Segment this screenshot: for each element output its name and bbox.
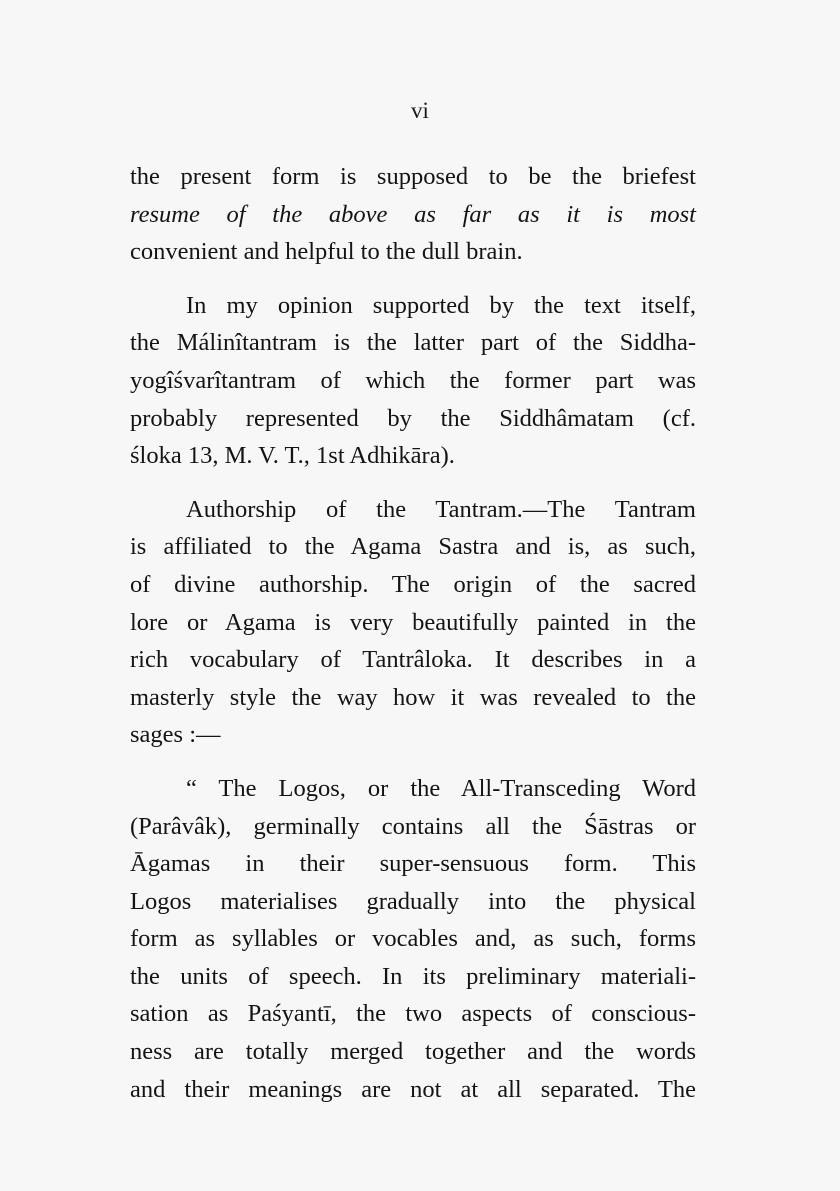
text-line: “ The Logos, or the All-Transceding Word bbox=[186, 774, 696, 802]
text-line: lore or Agama is very beautifully painted in the bbox=[130, 608, 696, 636]
text-line: the Málinîtantram is the latter part of the Siddha- bbox=[130, 329, 696, 357]
text-line: yogîśvarîtantram of which the former part was bbox=[130, 366, 696, 394]
paragraph-4 bbox=[130, 770, 696, 1108]
text-line: is affiliated to the Agama Sastra and is, as such, bbox=[130, 533, 696, 561]
text-line: (Parâvâk), germinally contains all the Śāstras or bbox=[130, 812, 696, 840]
italic-text: resume of the above as far as it is most bbox=[130, 200, 696, 228]
text-line: and their meanings are not at all separated. The bbox=[130, 1075, 696, 1103]
text-line: Logos materialises gradually into the physical bbox=[130, 887, 696, 915]
text-line: probably represented by the Siddhâmatam (cf. bbox=[130, 404, 696, 432]
text-line: of divine authorship. The origin of the sacred bbox=[130, 570, 696, 598]
text-line: the present form is supposed to be the briefest bbox=[130, 163, 696, 190]
text-line: In my opinion supported by the text itself, bbox=[186, 291, 696, 319]
text-line: the units of speech. In its preliminary materiali- bbox=[130, 962, 696, 990]
text-line: Āgamas in their super-sensuous form. This bbox=[130, 850, 696, 878]
text-line: masterly style the way how it was revealed to the bbox=[130, 683, 696, 711]
text-line: sages :— bbox=[130, 721, 221, 749]
paragraph-3 bbox=[130, 491, 696, 754]
text-line: ness are totally merged together and the words bbox=[130, 1038, 696, 1066]
text-line: convenient and helpful to the dull brain. bbox=[130, 238, 523, 266]
text-line bbox=[130, 196, 696, 234]
text-line: form as syllables or vocables and, as such, forms bbox=[130, 925, 696, 953]
paragraph-1 bbox=[130, 158, 696, 271]
text-line: śloka 13, M. V. T., 1st Adhikāra). bbox=[130, 442, 455, 470]
text-line: sation as Paśyantī, the two aspects of conscious- bbox=[130, 1000, 696, 1028]
body-text bbox=[130, 158, 696, 1124]
page-number: vi bbox=[411, 98, 429, 123]
text-line: Authorship of the Tantram.—The Tantram bbox=[186, 495, 696, 523]
text-line: rich vocabulary of Tantrâloka. It describes in a bbox=[130, 646, 696, 674]
paragraph-2 bbox=[130, 287, 696, 475]
